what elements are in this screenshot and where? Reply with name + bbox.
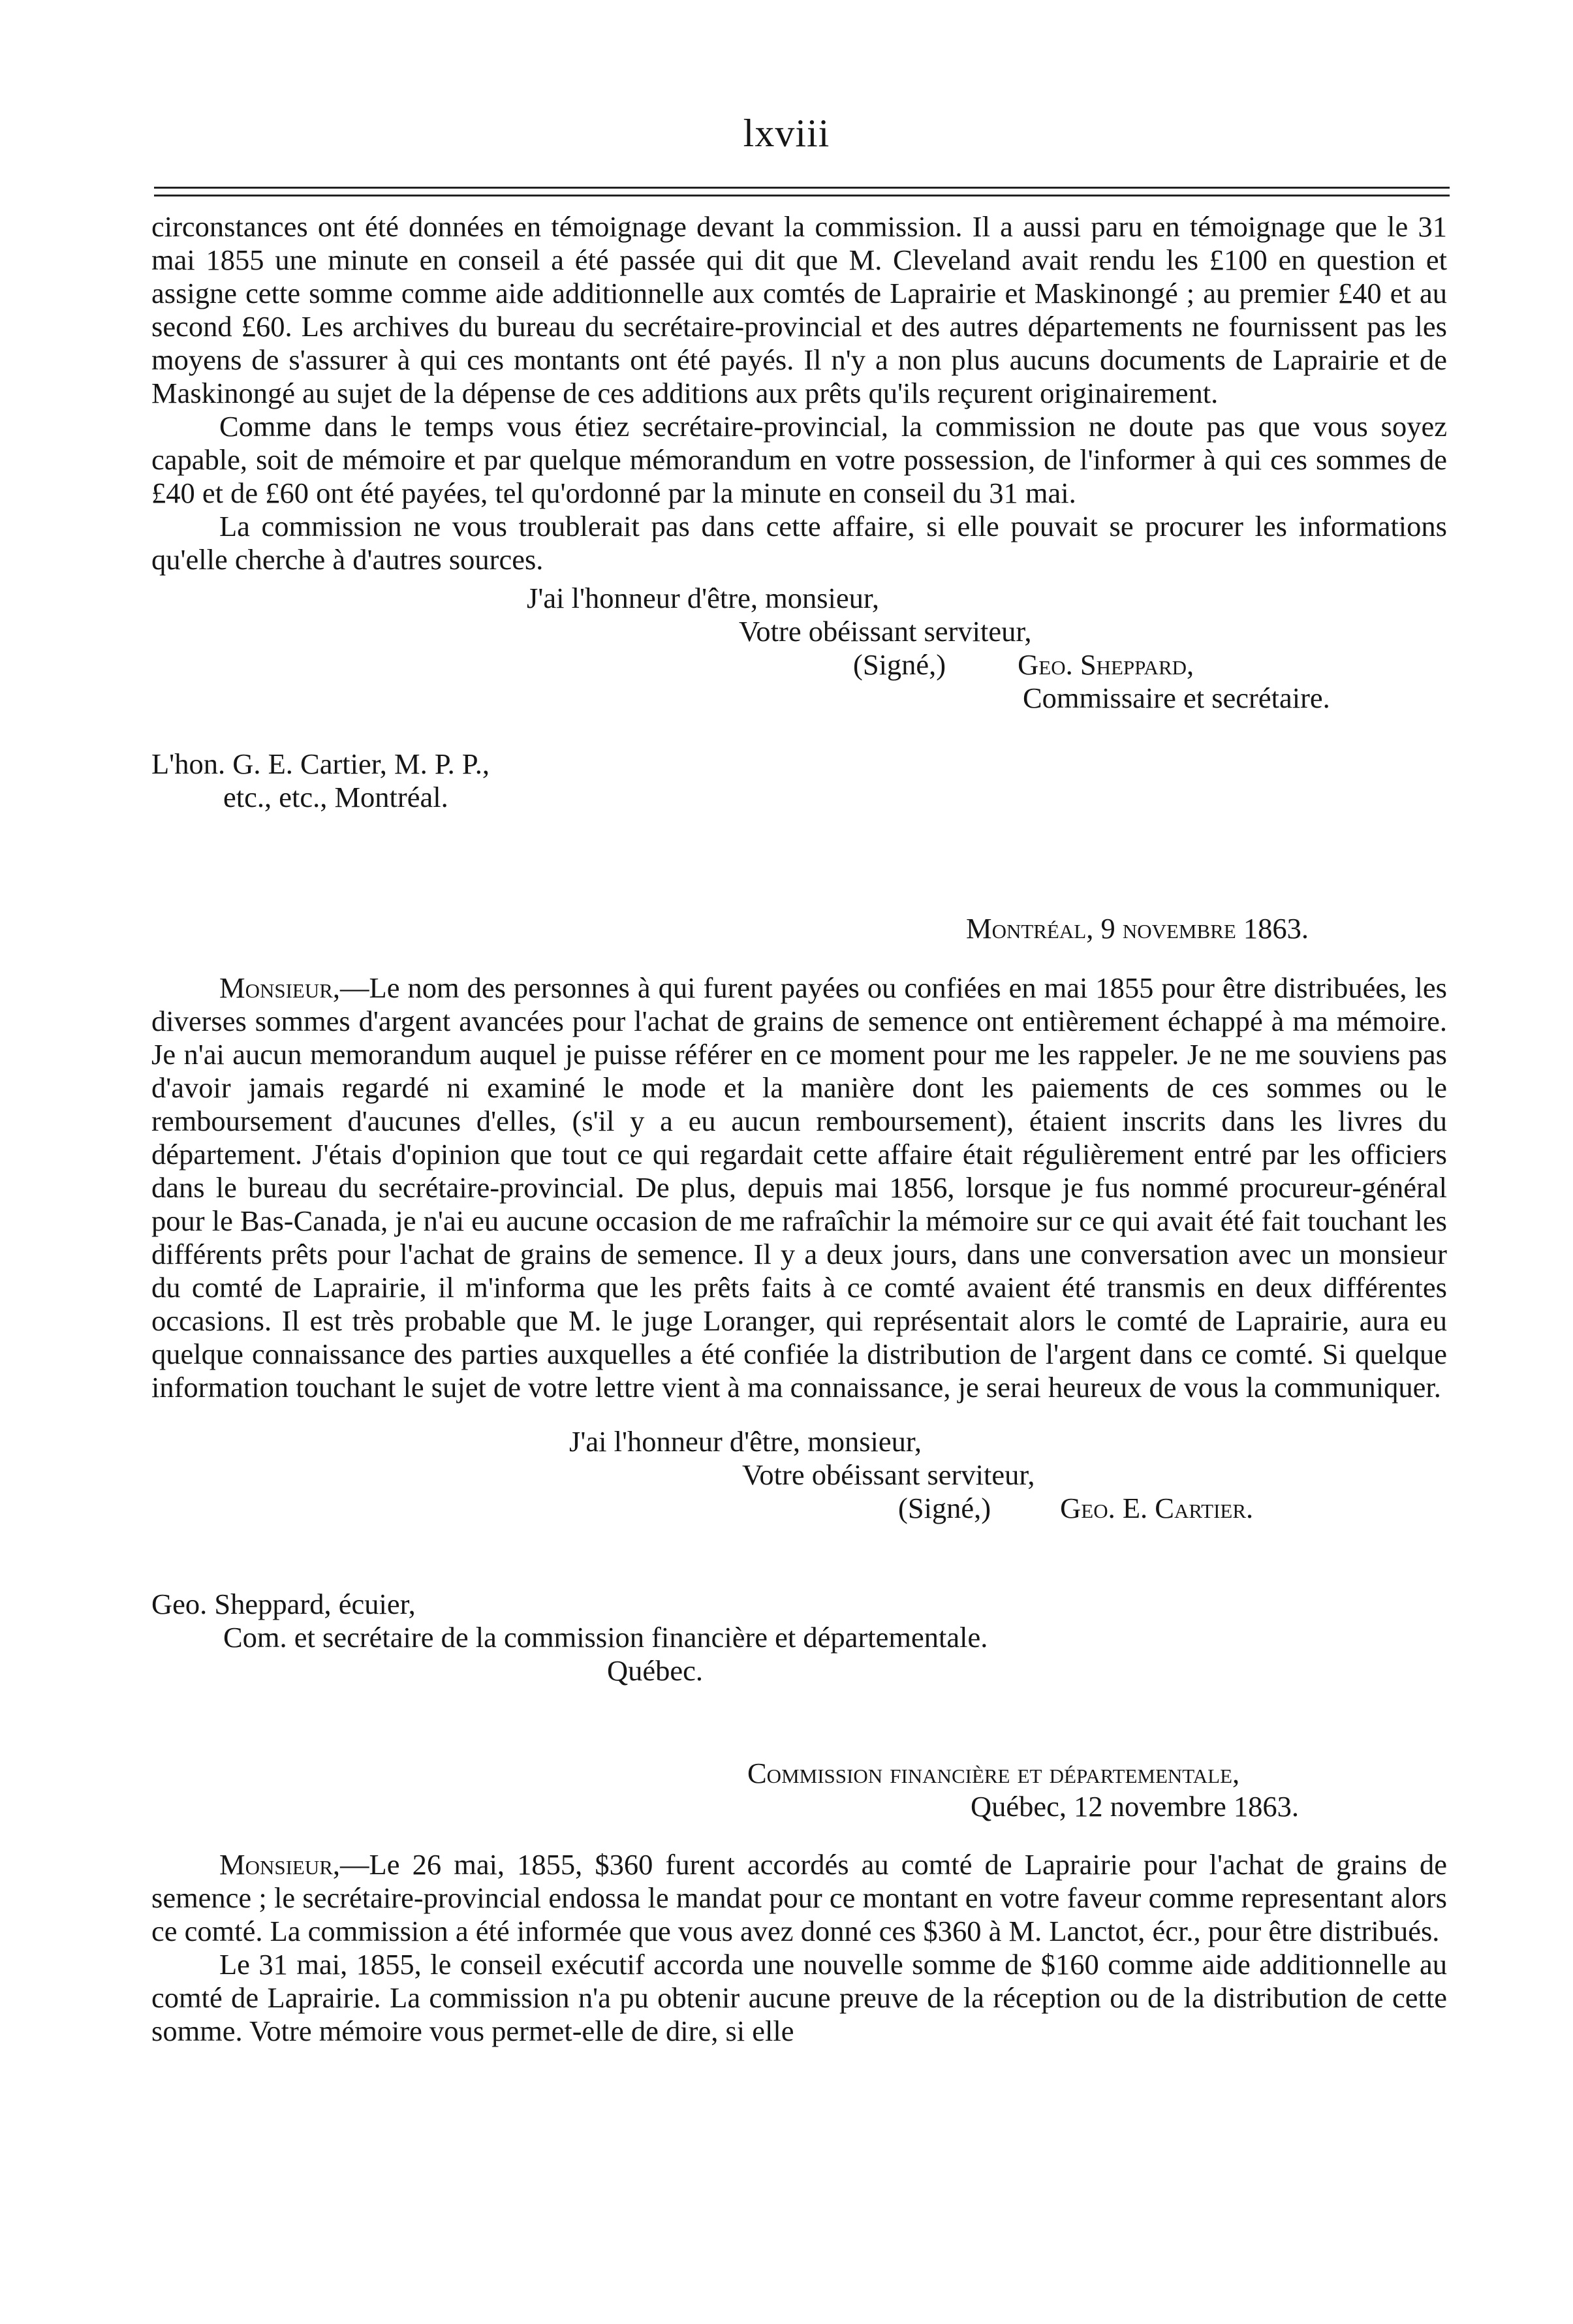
letter3-body-text: —Le 26 mai, 1855, $360 furent accordés au comté de Laprairie pour l'achat de grains de semence ; le secrétaire-provincial endossa le mandat pour ce montant en votre faveur comme representant alors ce comté. La commission a été informée que vous avez donné ces $360 à M. Lanctot, écr., pour être distribués.	[151, 1848, 1447, 1947]
page-body	[151, 210, 1447, 2048]
letter2-signature-row	[151, 1492, 1447, 1525]
letter1-paragraph-3: La commission ne vous troublerait pas dans cette affaire, si elle pouvait se procurer les informations qu'elle cherche à d'autres sources.	[151, 510, 1447, 576]
letter2-addressee-line-3: Québec.	[607, 1654, 704, 1687]
letter1-signer-title: Commissaire et secrétaire.	[1023, 682, 1330, 714]
letter2-dateline: Montréal, 9 novembre 1863.	[966, 912, 1309, 945]
header-rule-top	[154, 187, 1450, 189]
letter2-body	[151, 971, 1447, 1404]
letter1-addressee-line-2: etc., etc., Montréal.	[223, 781, 448, 813]
letter1-paragraph-1: circonstances ont été données en témoignage devant la commission. Il a aussi paru en témoignage que le 31 mai 1855 une minute en conseil a été passée qui dit que M. Cleveland avait rendu les £100 en question et assigne cette somme comme aide additionnelle aux comtés de Laprairie et Maskinongé ; au premier £40 et au second £60. Les archives du bureau du secrétaire-provincial et des autres départements ne fournissent pas les moyens de s'assurer à qui ces montants ont été payés. Il n'y a non plus aucuns documents de Laprairie et de Maskinongé au sujet de la dépense de ces additions aux prêts qu'ils reçurent originairement.	[151, 210, 1447, 409]
letter2-body-text: —Le nom des personnes à qui furent payées ou confiées en mai 1855 pour être distribuées, les diverses sommes d'argent avancées pour l'achat de grains de semence ont entièrement échappé à ma mémoire. Je n'ai aucun memorandum auquel je puisse référer en ce moment pour me les rappeler. Je ne me souviens pas d'avoir jamais regardé ni examiné le mode et la manière dont les paiements de ces sommes ou le remboursement d'aucunes d'elles, (s'il y a eu aucun remboursement), étaient inscrits dans les livres du département. J'étais d'opinion que tout ce qui regardait cette affaire était régulièrement entré par les officiers dans le bureau du secrétaire-provincial. De plus, depuis mai 1856, lorsque je fus nommé procureur-général pour le Bas-Canada, je n'ai eu aucune occasion de me rafraîchir la mémoire sur ce qui avait été fait touchant les différents prêts pour l'achat de grains de semence. Il y a deux jours, dans une conversation avec un monsieur du comté de Laprairie, il m'informa que les prêts faits à ce comté avaient été transmis en deux différentes occasions. Il est très probable que M. le juge Loranger, qui représentait alors le comté de Laprairie, aura eu quelque connaissance des parties auxquelles a été confiée la distribution de l'argent dans ce comté. Si quelque information touchant le sujet de votre lettre vient à ma connaissance, je serai heureux de vous la communiquer.	[151, 971, 1447, 1404]
letter1-addressee-line-1: L'hon. G. E. Cartier, M. P. P.,	[151, 747, 490, 780]
letter1-signature: Geo. Sheppard,	[1018, 648, 1194, 681]
letter1-closing-line-1: J'ai l'honneur d'être, monsieur,	[527, 582, 880, 614]
letter2-signature: Geo. E. Cartier.	[1060, 1492, 1254, 1524]
letter2-addressee-line-2: Com. et secrétaire de la commission financière et départementale.	[223, 1621, 988, 1654]
letter3-dateline: Québec, 12 novembre 1863.	[971, 1790, 1299, 1823]
letter2-closing-line-2: Votre obéissant serviteur,	[742, 1458, 1035, 1491]
page-number: lxviii	[743, 112, 830, 155]
letter3-paragraph-2: Le 31 mai, 1855, le conseil exécutif accorda une nouvelle somme de $160 comme aide additionnelle au comté de Laprairie. La commission n'a pu obtenir aucune preuve de la réception ou de la distribution de cette somme. Votre mémoire vous permet-elle de dire, si elle	[151, 1948, 1447, 2047]
letter2-signed: (Signé,)	[898, 1492, 991, 1524]
letter1-paragraph-2: Comme dans le temps vous étiez secrétaire-provincial, la commission ne doute pas que vous soyez capable, soit de mémoire et par quelque mémorandum en votre possession, de l'informer à qui ces sommes de £40 et de £60 ont été payées, tel qu'ordonné par la minute en conseil du 31 mai.	[151, 410, 1447, 509]
letter2-closing-line-1: J'ai l'honneur d'être, monsieur,	[569, 1425, 922, 1458]
letter1-signature-row	[151, 648, 1447, 682]
letter3-body	[151, 1848, 1447, 1948]
letter2-salutation: Monsieur,	[219, 971, 341, 1004]
header-rule-bottom	[154, 195, 1450, 196]
letter2-addressee-line-1: Geo. Sheppard, écuier,	[151, 1588, 416, 1620]
letter1-closing-line-2: Votre obéissant serviteur,	[739, 615, 1032, 648]
letter3-salutation: Monsieur,	[219, 1848, 341, 1881]
letter1-signed: (Signé,)	[853, 648, 946, 681]
letter3-heading: Commission financière et départementale,	[747, 1757, 1240, 1789]
